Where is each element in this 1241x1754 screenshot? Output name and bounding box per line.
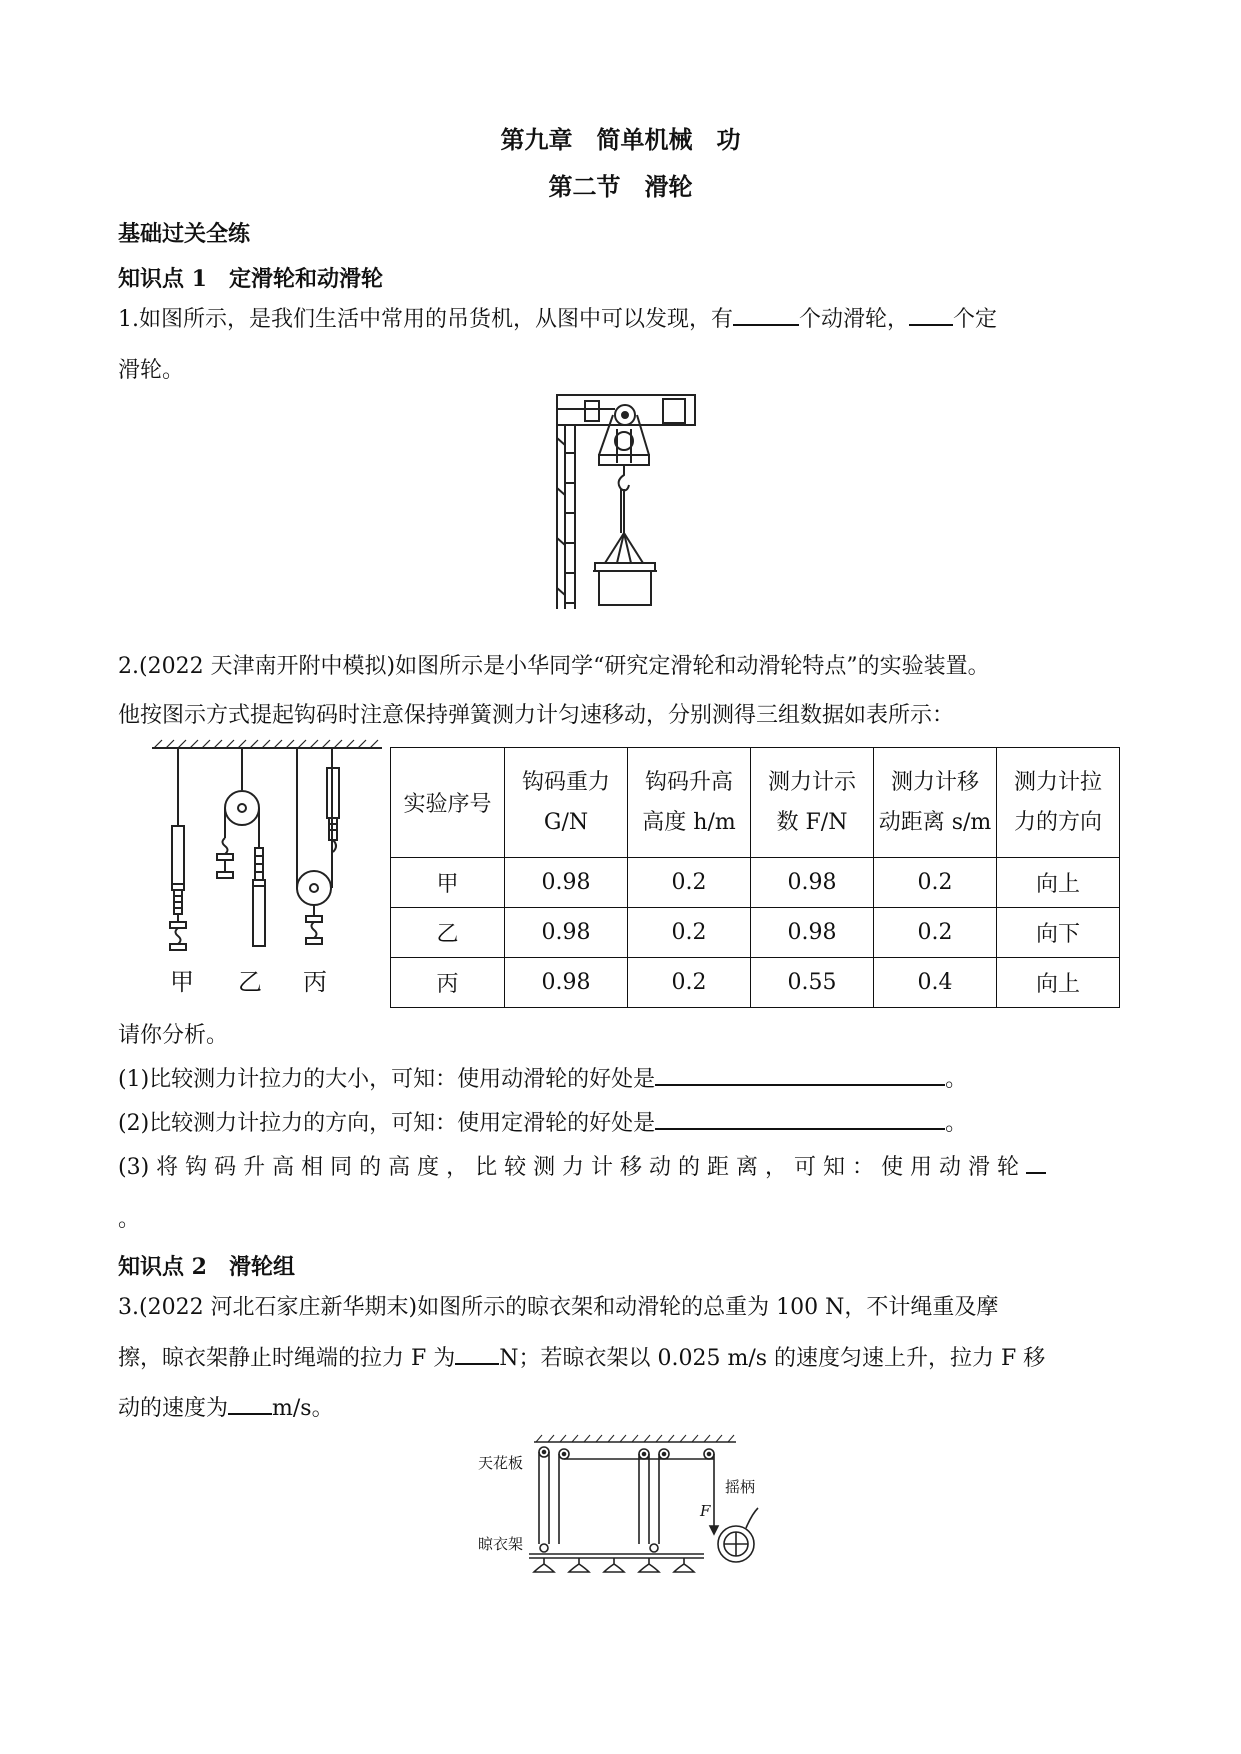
table-cell: 乙 <box>391 908 505 958</box>
table-cell: 0.2 <box>874 858 997 908</box>
q1-text-a: 1.如图所示，是我们生活中常用的吊货机，从图中可以发现，有 <box>118 307 733 332</box>
table-row <box>391 958 1120 1008</box>
question-2-line-2: 他按图示方式提起钩码时注意保持弹簧测力计匀速移动，分别测得三组数据如表所示： <box>118 703 955 728</box>
label-rack: 晾衣架 <box>478 1535 524 1553</box>
table-cell: 向下 <box>997 908 1120 958</box>
header-cell: 实验序号 <box>391 748 505 858</box>
q3-blank-1[interactable] <box>455 1341 499 1365</box>
q1-blank-2[interactable] <box>909 302 953 326</box>
header-cell: 测力计移 动距离 s/m <box>874 748 997 858</box>
figure-label-bing: 丙 <box>303 968 327 996</box>
knowledge-point-2-title: 知识点 2 滑轮组 <box>118 1254 295 1280</box>
q2-sub3-blank[interactable] <box>1026 1150 1046 1174</box>
table-cell: 甲 <box>391 858 505 908</box>
hoist-crane-figure <box>555 393 697 611</box>
chapter-title: 第九章 简单机械 功 <box>500 125 741 154</box>
analysis-prompt: 请你分析。 <box>118 1023 229 1048</box>
table-cell: 向上 <box>997 958 1120 1008</box>
table-cell: 0.98 <box>751 858 874 908</box>
pulley-experiment-figure <box>150 738 385 998</box>
table-cell: 0.2 <box>628 858 751 908</box>
header-cell: 钩码重力 G/N <box>505 748 628 858</box>
q1-blank-1[interactable] <box>733 302 799 326</box>
part-title: 基础过关全练 <box>118 221 251 247</box>
header-cell: 测力计拉 力的方向 <box>997 748 1120 858</box>
table-header-row <box>391 748 1120 858</box>
table-cell: 0.98 <box>505 858 628 908</box>
question-2-sub-1: (1)比较测力计拉力的大小，可知：使用动滑轮的好处是 。 <box>118 1062 967 1098</box>
table-cell: 0.4 <box>874 958 997 1008</box>
table-cell: 0.98 <box>505 908 628 958</box>
question-1-line-1 <box>118 302 997 338</box>
table-cell: 0.98 <box>751 908 874 958</box>
table-cell: 丙 <box>391 958 505 1008</box>
header-cell: 测力计示 数 F/N <box>751 748 874 858</box>
table-row <box>391 858 1120 908</box>
question-2-sub-2: (2)比较测力计拉力的方向，可知：使用定滑轮的好处是 。 <box>118 1106 967 1142</box>
q2-sub1-blank[interactable] <box>655 1062 945 1086</box>
question-2-line-1: 2.(2022 天津南开附中模拟)如图所示是小华同学“研究定滑轮和动滑轮特点”的实验装置。 <box>118 654 990 679</box>
q2-sub2-blank[interactable] <box>655 1106 945 1130</box>
table-cell: 0.55 <box>751 958 874 1008</box>
q3-blank-2[interactable] <box>228 1391 272 1415</box>
question-2-sub-3: (3) 将 钩 码 升 高 相 同 的 高 度 ， 比 较 测 力 计 移 动 的 距 离 ， 可 知 ： 使 用 动 滑 轮 <box>118 1150 1046 1186</box>
header-cell: 钩码升高 高度 h/m <box>628 748 751 858</box>
table-row <box>391 908 1120 958</box>
question-1-line-2: 滑轮。 <box>118 358 185 383</box>
label-ceiling: 天花板 <box>478 1454 524 1472</box>
table-cell: 0.98 <box>505 958 628 1008</box>
table-cell: 0.2 <box>628 908 751 958</box>
section-title: 第二节 滑轮 <box>548 172 693 201</box>
figure-label-jia: 甲 <box>170 968 194 996</box>
question-3-line-3: 动的速度为 m/s。 <box>118 1391 334 1427</box>
table-cell: 0.2 <box>874 908 997 958</box>
question-3-line-2: 擦，晾衣架静止时绳端的拉力 F 为 N；若晾衣架以 0.025 m/s 的速度匀速上升，拉力 F 移 <box>118 1341 1045 1377</box>
knowledge-point-1-title: 知识点 1 定滑轮和动滑轮 <box>118 266 383 292</box>
question-3-line-1: 3.(2022 河北石家庄新华期末)如图所示的晾衣架和动滑轮的总重为 100 N，不计绳重及摩 <box>118 1295 999 1320</box>
table-cell: 向上 <box>997 858 1120 908</box>
label-handle: 摇柄 <box>725 1478 756 1496</box>
table-cell: 0.2 <box>628 958 751 1008</box>
q1-text-c: 个定 <box>953 307 998 332</box>
experiment-data-table <box>390 747 1120 1008</box>
q1-text-b: 个动滑轮， <box>799 307 910 332</box>
question-2-sub-3-end: 。 <box>118 1207 141 1232</box>
figure-label-yi: 乙 <box>238 968 262 996</box>
label-force: F <box>700 1502 711 1520</box>
